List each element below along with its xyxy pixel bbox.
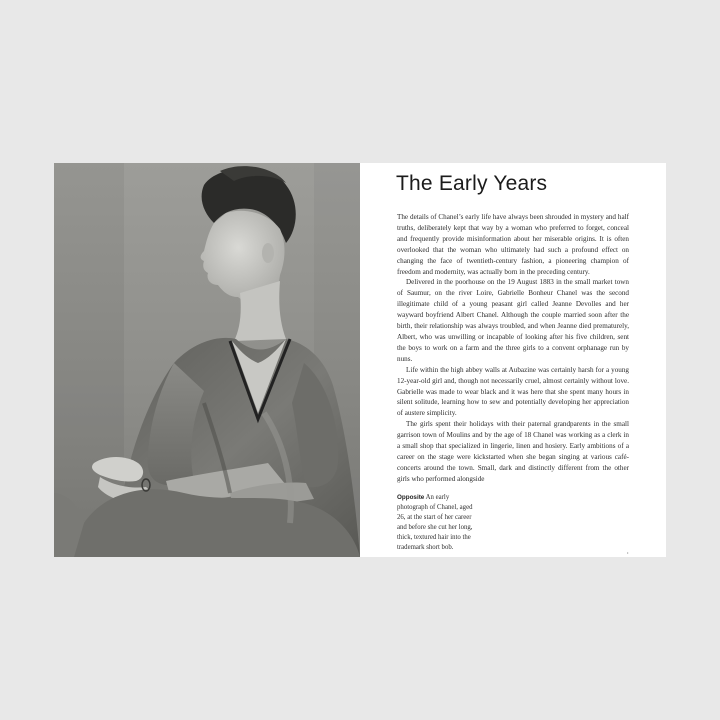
text-page (360, 163, 666, 557)
portrait-photo (54, 163, 360, 557)
paragraph-3: Life within the high abbey walls at Aubazine was certainly harsh for a young 12-year-old girl and, though not necessarily cruel, almost certainly without love. Gabrielle was made to wear black and it was here that she spent many hours in silent solitude, learning how to sew and potentially developing her appreciation of austere simplicity. (397, 365, 629, 418)
portrait-photo-icon (54, 163, 360, 557)
paragraph-2: Delivered in the poorhouse on the 19 August 1883 in the small market town of Saumur, on the river Loire, Gabrielle Bonheur Chanel was the second illegitimate child of a young peasant girl called Jeanne Devolles and her wayward boyfriend Albert Chanel. Although the couple married soon after the birth, their relationship was always troubled, and when Jeanne died prematurely, Albert, who was unwilling or incapable of looking after his five children, sent the boys to work on a farm and the three girls to a convent orphanage run by nuns. (397, 278, 629, 363)
photo-caption (397, 493, 481, 554)
caption-text: An early photograph of Chanel, aged 26, at the start of her career and before she cut her long, thick, textured hair into the trademark short bob. (397, 494, 473, 552)
paragraph-1: The details of Chanel’s early life have always been shrouded in mystery and half truths, deliberately kept that way by a woman who preferred to forget, conceal and frequently provide misinformation about her miserable origins. It is often overlooked that the woman who ultimately had such a profound effect on changing the face of twentieth-century fashion, a pioneering champion of freedom and modernity, was actually born in the preceding century. (397, 213, 629, 276)
page-mark: • (627, 550, 629, 555)
caption-label: Opposite (397, 494, 425, 501)
chapter-title: The Early Years (396, 172, 548, 195)
book-spread (54, 163, 666, 557)
article-body (397, 212, 629, 485)
paragraph-4: The girls spent their holidays with their paternal grandparents in the small garrison town of Moulins and by the age of 18 Chanel was working as a clerk in a small shop that specialized in lingerie, linen and hosiery. Early ambitions of a career on the stage were kickstarted when she began singing at various café-concerts around the town. Small, dark and distinctly different from the other girls who performed alongside (397, 420, 629, 483)
